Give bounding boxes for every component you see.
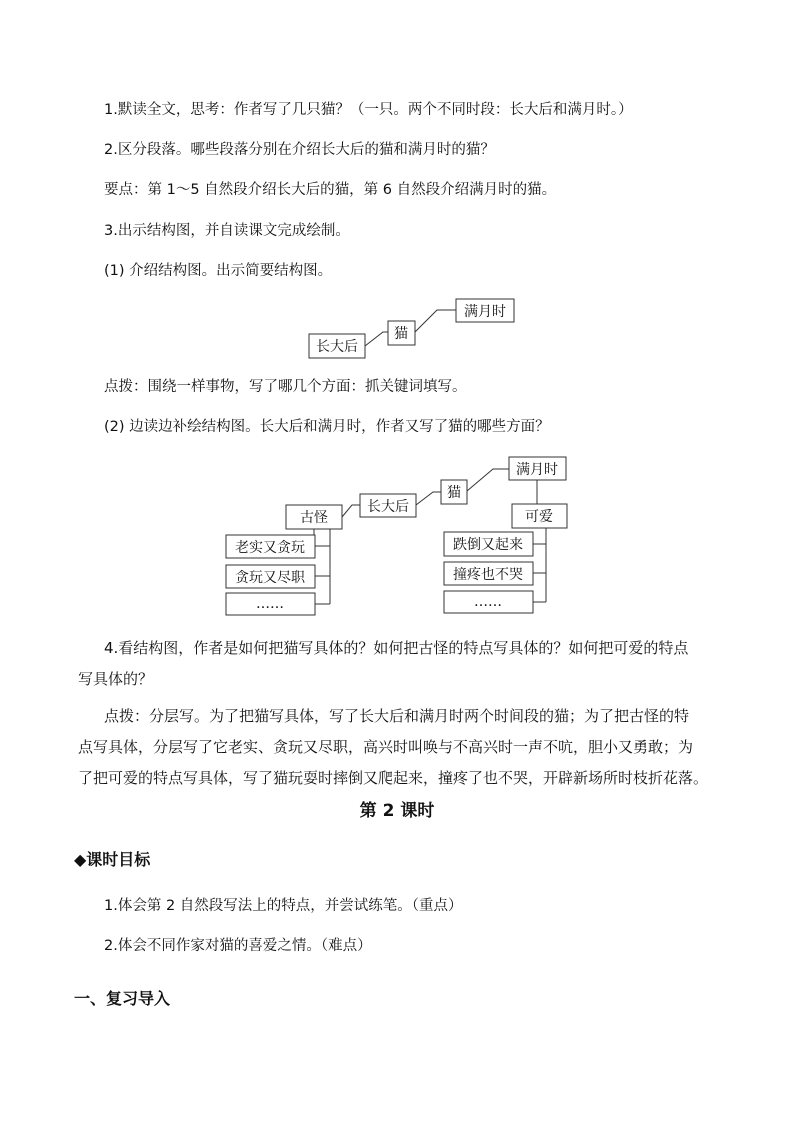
tip-2-line-2: 点写具体，分层写了它老实、贪玩又尽职，高兴时叫唤与不高兴时一声不吭，胆小又勇敢；为 xyxy=(78,738,694,756)
diagram1-connector-1 xyxy=(365,332,388,346)
diagram1-label-grown: 长大后 xyxy=(316,339,358,355)
diagram2-odd-item-3: …… xyxy=(256,596,284,612)
goal-1: 1.体会第 2 自然段写法上的特点，并尝试练笔。（重点） xyxy=(104,898,463,914)
diagram1-connector-2 xyxy=(415,310,456,332)
diagram2-connector-cat-month xyxy=(467,469,509,491)
diagram2-label-month: 满月时 xyxy=(516,462,558,478)
question-4 xyxy=(78,633,720,695)
step-2: (2) 边读边补绘结构图。长大后和满月时，作者又写了猫的哪些方面？ xyxy=(104,419,550,435)
step-1: (1) 介绍结构图。出示简要结构图。 xyxy=(104,263,333,279)
diagram2-connector-grown-cat xyxy=(416,492,441,505)
goal-2: 2.体会不同作家对猫的喜爱之情。（难点） xyxy=(104,938,372,954)
full-structure-diagram xyxy=(0,452,794,622)
diagram2-cute-item-1: 跌倒又起来 xyxy=(453,537,523,553)
diagram1-label-month: 满月时 xyxy=(464,304,506,320)
question-4-line-1: 4.看结构图，作者是如何把猫写具体的？如何把古怪的特点写具体的？如何把可爱的特点 xyxy=(104,639,689,657)
question-3: 3.出示结构图，并自读课文完成绘制。 xyxy=(104,223,350,239)
tip-2-line-3: 了把可爱的特点写具体，写了猫玩耍时摔倒又爬起来，撞疼了也不哭，开辟新场所时枝折花落。 xyxy=(78,769,709,787)
section-review: 一、复习导入 xyxy=(74,989,171,1008)
diagram2-odd-item-1: 老实又贪玩 xyxy=(235,540,305,556)
diagram2-cute-item-3: …… xyxy=(474,594,502,610)
diagram1-label-cat: 猫 xyxy=(394,326,408,342)
diagram2-connector-odd-grown xyxy=(342,505,360,517)
diagram2-label-grown: 长大后 xyxy=(367,499,409,515)
key-point: 要点：第 1～5 自然段介绍长大后的猫，第 6 自然段介绍满月时的猫。 xyxy=(104,182,557,198)
question-4-line-2: 写具体的？ xyxy=(78,670,154,688)
diagram2-cute-item-2: 撞疼也不哭 xyxy=(453,567,523,583)
diagram2-odd-item-2: 贪玩又尽职 xyxy=(235,570,305,586)
diagram2-label-cat: 猫 xyxy=(447,485,461,501)
goal-heading: ◆课时目标 xyxy=(74,850,151,869)
lesson-2-title: 第 2 课时 xyxy=(359,801,435,821)
question-2: 2.区分段落。哪些段落分别在介绍长大后的猫和满月时的猫？ xyxy=(104,142,495,158)
tip-2-line-1: 点拨：分层写。为了把猫写具体，写了长大后和满月时两个时间段的猫；为了把古怪的特 xyxy=(104,707,690,725)
diagram2-label-cute: 可爱 xyxy=(525,509,553,525)
tip-1: 点拨：围绕一样事物，写了哪几个方面：抓关键词填写。 xyxy=(104,379,467,395)
question-1: 1.默读全文，思考：作者写了几只猫？（一只。两个不同时段：长大后和满月时。） xyxy=(104,102,633,118)
diagram2-label-odd: 古怪 xyxy=(300,510,328,526)
tip-2 xyxy=(78,701,720,794)
simple-structure-diagram xyxy=(0,290,794,370)
